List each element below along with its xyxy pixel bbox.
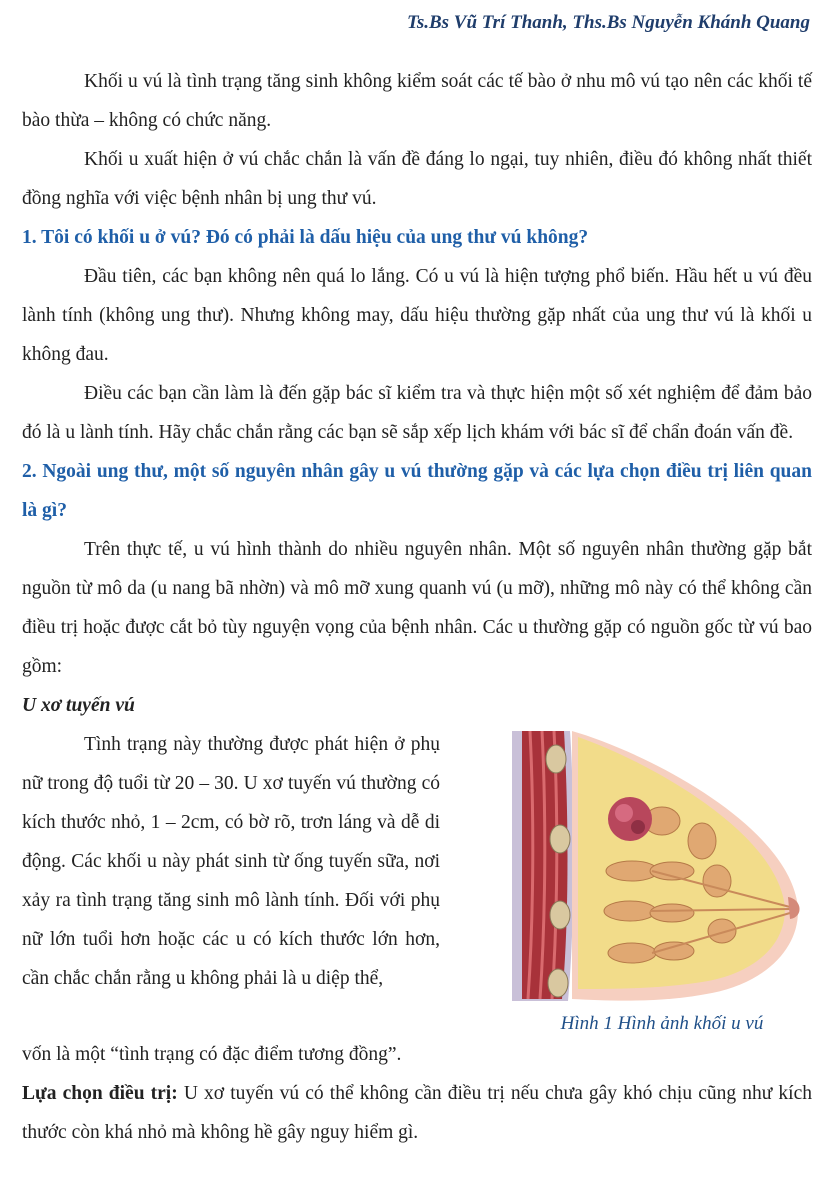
figure-caption: Hình 1 Hình ảnh khối u vú <box>560 1013 764 1034</box>
treatment-text: U xơ tuyến vú có thể không cần điều trị nếu chưa gây khó chịu cũng như kích thước còn khá nhỏ mà không hề gây nguy hiểm gì. <box>22 1083 812 1143</box>
fibroadenoma-block <box>22 725 812 1035</box>
section-2-paragraph-1: Trên thực tế, u vú hình thành do nhiều nguyên nhân. Một số nguyên nhân thường gặp bắt nguồn từ mô da (u nang bã nhờn) và mô mỡ xung quanh vú (u mỡ), những mô này có thể không cần điều trị hoặc được cắt bỏ tùy nguyện vọng của bệnh nhân. Các u thường gặp có nguồn gốc từ vú bao gồm: <box>22 539 812 677</box>
breast-anatomy-illustration <box>512 731 812 1031</box>
document-header-authors: Ts.Bs Vũ Trí Thanh, Ths.Bs Nguyễn Khánh Quang <box>406 12 810 33</box>
section-1-heading: 1. Tôi có khối u ở vú? Đó có phải là dấu hiệu của ung thư vú không? <box>22 227 589 248</box>
fibroadenoma-paragraph-continued: vốn là một “tình trạng có đặc điểm tương đồng”. <box>22 1044 402 1065</box>
document-page <box>22 62 812 1152</box>
treatment-label: Lựa chọn điều trị: <box>22 1083 178 1104</box>
treatment-paragraph <box>22 1074 812 1152</box>
section-2-heading: 2. Ngoài ung thư, một số nguyên nhân gây u vú thường gặp và các lựa chọn điều trị liên quan là gì? <box>22 461 812 521</box>
intro-paragraph-2: Khối u xuất hiện ở vú chắc chắn là vấn đề đáng lo ngại, tuy nhiên, điều đó không nhất thiết đồng nghĩa với việc bệnh nhân bị ung thư vú. <box>22 149 812 209</box>
section-1-paragraph-1: Đầu tiên, các bạn không nên quá lo lắng. Có u vú là hiện tượng phổ biến. Hầu hết u vú đều lành tính (không ung thư). Nhưng không may, dấu hiệu thường gặp nhất của ung thư vú là khối u không đau. <box>22 266 812 365</box>
fibroadenoma-text-column <box>22 725 440 998</box>
fibroadenoma-paragraph: Tình trạng này thường được phát hiện ở phụ nữ trong độ tuổi từ 20 – 30. U xơ tuyến vú thường có kích thước nhỏ, 1 – 2cm, có bờ rõ, trơn láng và dễ di động. Các khối u này phát sinh từ ống tuyến sữa, nơi xảy ra tình trạng tăng sinh mô lành tính. Đối với phụ nữ lớn tuổi hơn hoặc các u có kích thước lớn hơn, cần chắc chắn rằng u không phải là u diệp thể, <box>22 734 440 989</box>
subheading-fibroadenoma: U xơ tuyến vú <box>22 695 135 716</box>
section-1-paragraph-2: Điều các bạn cần làm là đến gặp bác sĩ kiểm tra và thực hiện một số xét nghiệm để đảm bảo đó là u lành tính. Hãy chắc chắn rằng các bạn sẽ sắp xếp lịch khám với bác sĩ để chẩn đoán vấn đề. <box>22 383 812 443</box>
intro-paragraph-1: Khối u vú là tình trạng tăng sinh không kiểm soát các tế bào ở nhu mô vú tạo nên các khối tế bào thừa – không có chức năng. <box>22 71 812 131</box>
